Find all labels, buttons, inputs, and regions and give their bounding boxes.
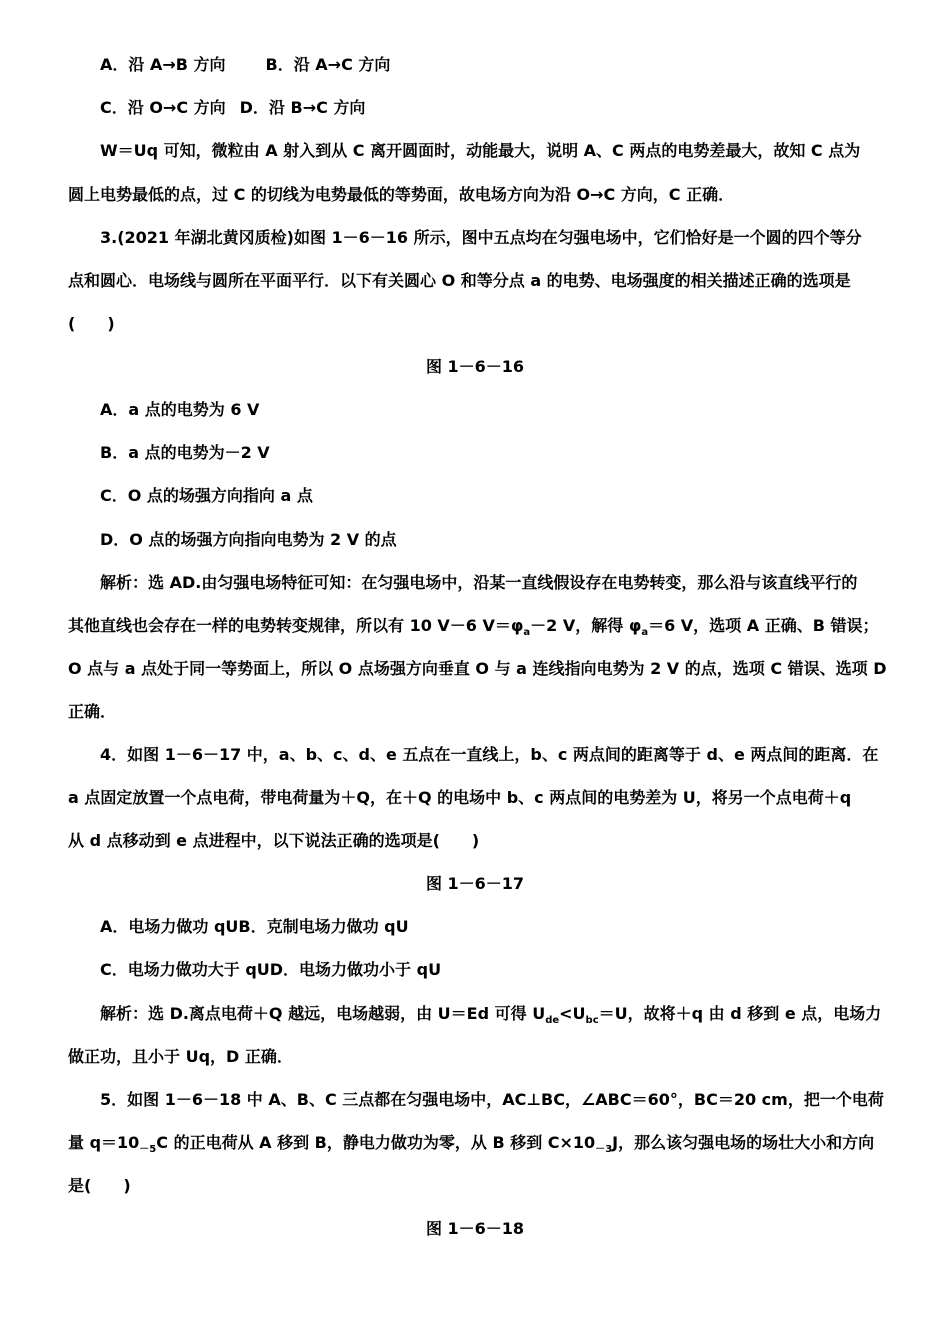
- q3-subscript: a: [523, 627, 531, 638]
- q4-options-row-1: A．电场力做功 qUB．克制电场力做功 qU: [100, 917, 409, 936]
- q5-stem-text: 量 q＝10: [68, 1133, 140, 1152]
- q2-option-b: B．沿 A→C 方向: [265, 55, 391, 74]
- q4-subscript: bc: [585, 1015, 599, 1026]
- q5-stem-text: C 的正电荷从 A 移到 B，静电力做功为零，从 B 移到 C×10: [156, 1133, 596, 1152]
- q3-answer-blank: ( ): [68, 314, 115, 333]
- q5-stem-line-3: 是( ): [68, 1176, 131, 1195]
- q4-stem-line-2: a 点固定放置一个点电荷，带电荷量为＋Q，在＋Q 的电场中 b、c 两点间的电势差为 U，将另一个点电荷＋q: [68, 788, 852, 807]
- q4-solution-text: ＝U，故将＋q 由 d 移到 e 点，电场力: [598, 1004, 882, 1023]
- q5-subscript: －5: [139, 1144, 157, 1155]
- q4-stem-line-1: 4．如图 1－6－17 中，a、b、c、d、e 五点在一直线上，b、c 两点间的距离等于 d、e 两点间的距离．在: [100, 745, 879, 764]
- q2-option-a: A．沿 A→B 方向: [100, 55, 226, 74]
- q3-option-c: C．O 点的场强方向指向 a 点: [100, 486, 313, 505]
- q3-solution-text: ＝6 V，选项 A 正确、B 错误；: [648, 616, 879, 635]
- q4-stem-line-3: 从 d 点移动到 e 点进程中，以下说法正确的选项是( ): [68, 831, 480, 850]
- q2-options-row-1: [100, 54, 890, 76]
- q3-solution-text: 其他直线也会存在一样的电势转变规律，所以有 10 V－6 V＝φ: [68, 616, 524, 635]
- q4-subscript: de: [545, 1015, 560, 1026]
- q5-stem-line-2: [68, 1132, 888, 1154]
- q3-solution-line-3: O 点与 a 点处于同一等势面上，所以 O 点场强方向垂直 O 与 a 连线指向电势为 2 V 的点，选项 C 错误、选项 D: [68, 659, 887, 678]
- q3-solution-line-2: [68, 615, 888, 637]
- q4-solution-text: 解析：选 D.离点电荷＋Q 越远，电场越弱，由 U＝Ed 可得 U: [100, 1004, 546, 1023]
- q3-solution-line-4: 正确．: [68, 702, 117, 721]
- q3-option-b: B．a 点的电势为－2 V: [100, 443, 270, 462]
- q4-figure-caption: 图 1－6－17: [425, 874, 525, 893]
- q4-options-row-2: C．电场力做功大于 qUD．电场力做功小于 qU: [100, 960, 442, 979]
- q3-figure-caption: 图 1－6－16: [425, 357, 525, 376]
- q2-solution-line-1: W＝Uq 可知，微粒由 A 射入到从 C 离开圆面时，动能最大，说明 A、C 两点的电势差最大，故知 C 点为: [100, 141, 861, 160]
- q3-subscript: a: [641, 627, 649, 638]
- q3-stem-line-2: 点和圆心．电场线与圆所在平面平行．以下有关圆心 O 和等分点 a 的电势、电场强度的相关描述正确的选项是: [68, 271, 851, 290]
- q2-options-row-2: [100, 97, 890, 119]
- q2-option-d: D．沿 B→C 方向: [239, 98, 366, 117]
- q5-stem-text: J，那么该匀强电场的场壮大小和方向: [612, 1133, 875, 1152]
- q4-solution-text: <U: [559, 1004, 586, 1023]
- q3-solution-text: －2 V，解得 φ: [530, 616, 642, 635]
- q4-solution-line-1: [100, 1003, 890, 1025]
- q4-solution-line-2: 做正功，且小于 Uq，D 正确．: [68, 1047, 293, 1066]
- q3-solution-line-1: 解析：选 AD.由匀强电场特征可知：在匀强电场中，沿某一直线假设存在电势转变，那么沿与该直线平行的: [100, 573, 858, 592]
- q2-solution-line-2: 圆上电势最低的点，过 C 的切线为电势最低的等势面，故电场方向为沿 O→C 方向，C 正确．: [68, 185, 735, 204]
- q2-option-c: C．沿 O→C 方向: [100, 98, 226, 117]
- q5-stem-line-1: 5．如图 1－6－18 中 A、B、C 三点都在匀强电场中，AC⊥BC，∠ABC＝60°，BC＝20 cm，把一个电荷: [100, 1090, 884, 1109]
- q5-subscript: －3: [595, 1144, 613, 1155]
- q3-stem-line-1: 3.(2021 年湖北黄冈质检)如图 1－6－16 所示，图中五点均在匀强电场中，它们恰好是一个圆的四个等分: [100, 228, 862, 247]
- q3-option-a: A．a 点的电势为 6 V: [100, 400, 260, 419]
- q5-figure-caption: 图 1－6－18: [425, 1219, 525, 1238]
- q3-option-d: D．O 点的场强方向指向电势为 2 V 的点: [100, 530, 397, 549]
